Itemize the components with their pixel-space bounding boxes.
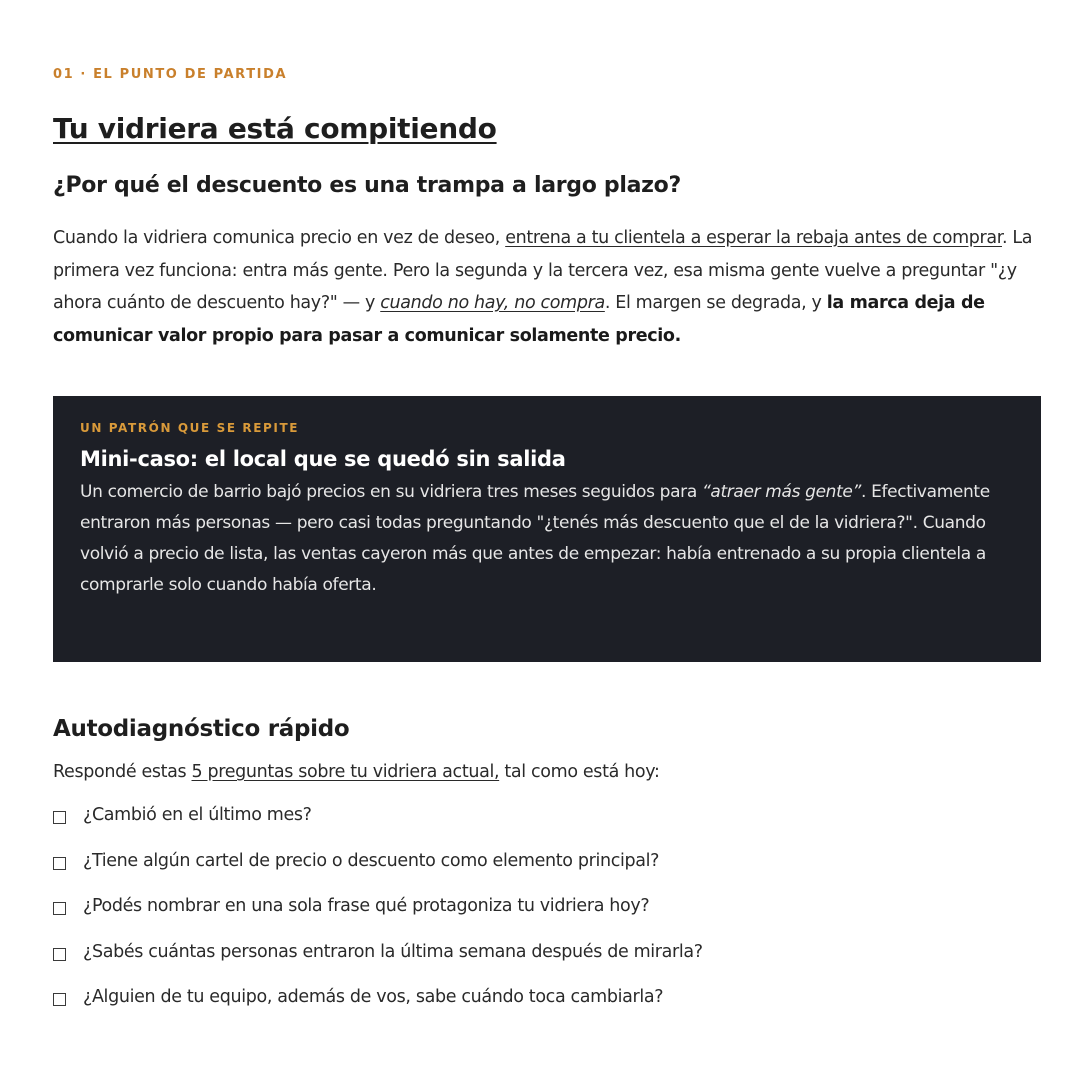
section-eyebrow: 01 · EL PUNTO DE PARTIDA	[53, 67, 288, 82]
checklist-item[interactable]	[53, 851, 703, 897]
checklist-item[interactable]	[53, 896, 703, 942]
callout-text-part: Un comercio de barrio bajó precios en su vidriera tres meses seguidos para	[80, 482, 702, 502]
checkbox-icon[interactable]	[53, 811, 66, 824]
callout-title: Mini-caso: el local que se quedó sin salida	[80, 447, 566, 471]
callout-eyebrow: UN PATRÓN QUE SE REPITE	[80, 421, 300, 435]
checklist-item[interactable]	[53, 987, 703, 1033]
checklist-item-label: ¿Sabés cuántas personas entraron la última semana después de mirarla?	[83, 941, 703, 962]
checkbox-icon[interactable]	[53, 948, 66, 961]
callout-italic-quote: “atraer más gente”	[701, 482, 861, 502]
checklist-item-label: ¿Cambió en el último mes?	[83, 805, 312, 825]
underlined-phrase: entrena a tu clientela a esperar la rebaja antes de comprar	[505, 228, 1002, 248]
checklist-item-label: ¿Alguien de tu equipo, además de vos, sabe cuándo toca cambiarla?	[83, 987, 664, 1007]
paragraph-text: Cuando la vidriera comunica precio en vez de deseo,	[53, 228, 506, 248]
bold-phrase: la marca deja de comunicar valor propio para pasar a comunicar solamente precio.	[53, 293, 985, 346]
diagnostic-checklist	[53, 805, 703, 1033]
paragraph-text: . La primera vez funciona: entra más gente. Pero la segunda y la tercera vez, esa misma gente vuelve a preguntar "¿y ahora cuánto de descuento hay?" — y	[53, 228, 1033, 313]
checklist-item[interactable]	[53, 942, 703, 988]
checklist-item[interactable]	[53, 805, 703, 851]
section-subtitle: ¿Por qué el descuento es una trampa a largo plazo?	[53, 173, 681, 198]
intro-text: Respondé estas	[53, 762, 192, 782]
intro-text: tal como está hoy:	[499, 762, 660, 782]
callout-text	[80, 477, 1014, 601]
diagnostic-intro	[53, 762, 660, 782]
page-title: Tu vidriera está compitiendo	[53, 112, 497, 145]
checklist-item-label: ¿Tiene algún cartel de precio o descuento como elemento principal?	[83, 850, 660, 871]
underlined-italic-phrase: cuando no hay, no compra	[380, 293, 605, 313]
checkbox-icon[interactable]	[53, 857, 66, 870]
paragraph-text: . El margen se degrada, y	[604, 293, 827, 313]
intro-paragraph	[53, 222, 1041, 352]
diagnostic-title: Autodiagnóstico rápido	[53, 716, 350, 742]
checklist-item-label: ¿Podés nombrar en una sola frase qué protagoniza tu vidriera hoy?	[83, 896, 650, 916]
callout-text-part: . Efectivamente entraron más personas — pero casi todas preguntando "¿tenés más descuento que el de la vidriera?". Cuando volvió a precio de lista, las ventas cayeron más que antes de empezar: había entrenado a su propia clientela a comprarle solo cuando había oferta.	[80, 482, 990, 595]
checkbox-icon[interactable]	[53, 902, 66, 915]
underlined-phrase: 5 preguntas sobre tu vidriera actual,	[191, 762, 500, 782]
case-callout-box	[53, 396, 1041, 662]
checkbox-icon[interactable]	[53, 993, 66, 1006]
